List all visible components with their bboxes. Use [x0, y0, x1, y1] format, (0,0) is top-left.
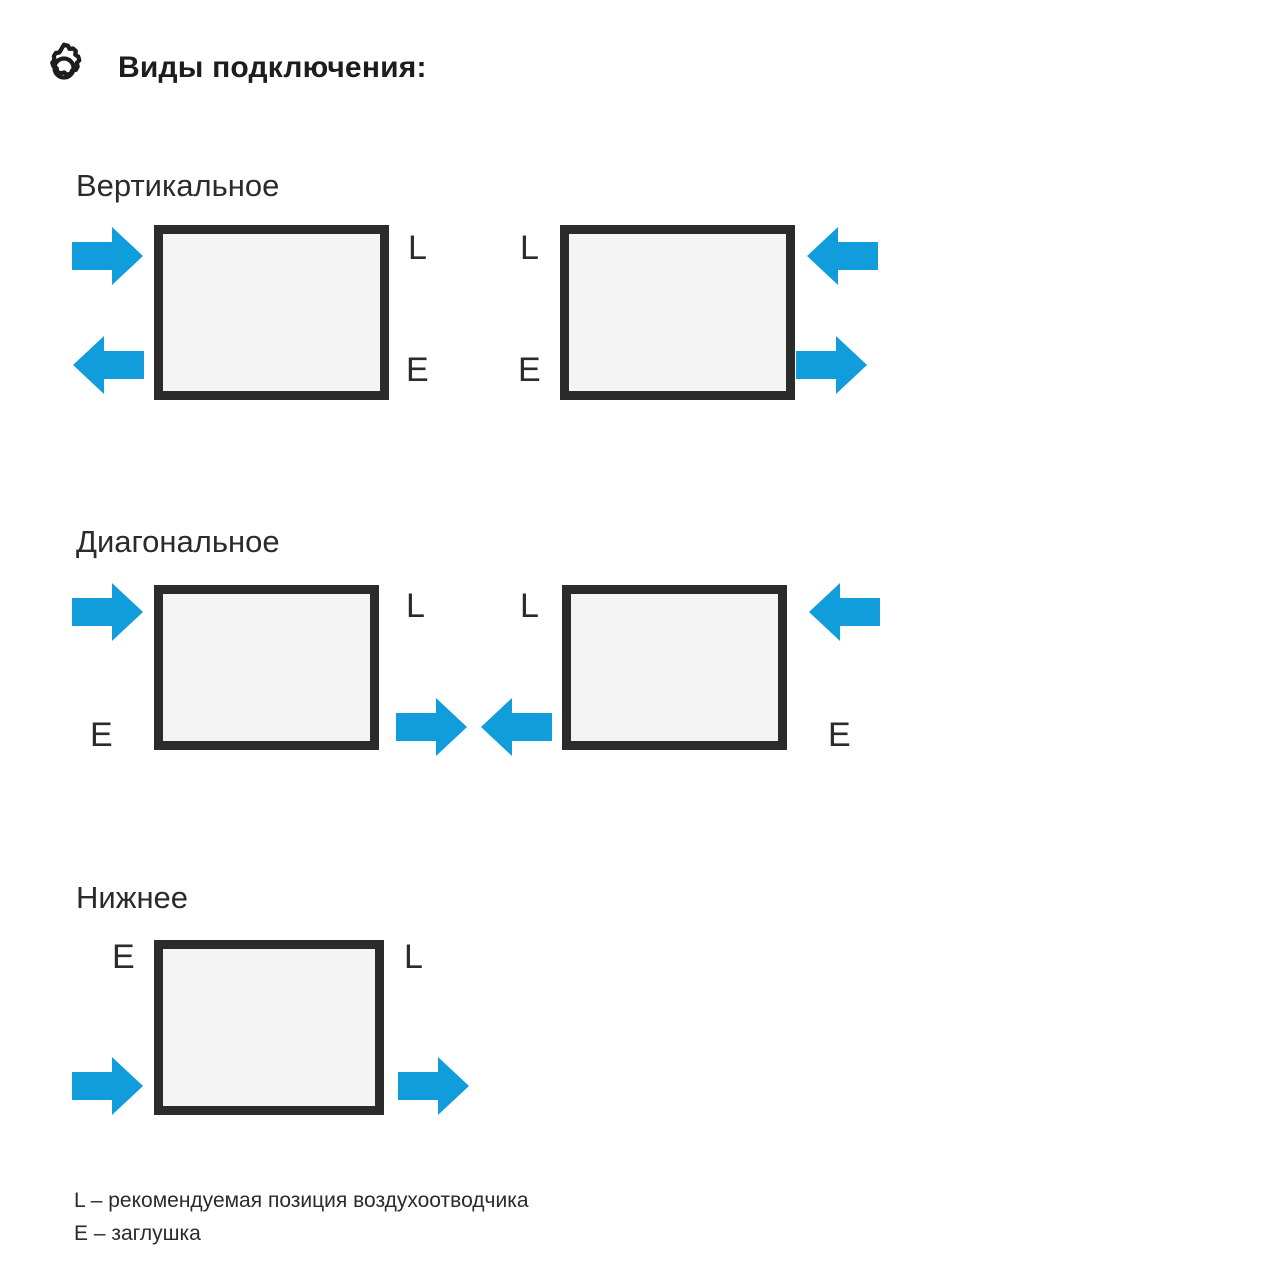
arrow-right-out-bottom-vertical [796, 336, 868, 399]
port-label-diagonal-left-bottom: E [90, 716, 113, 754]
port-label-diagonal-right-bottom: E [828, 716, 851, 754]
port-label-diagonal-left-top: L [406, 587, 425, 625]
arrow-right-in-top-vertical [806, 227, 878, 290]
page-title: Виды подключения: [118, 51, 427, 84]
arrow-left-in-top-vertical [72, 227, 144, 290]
port-label-vertical-right-top: L [520, 229, 539, 267]
arrow-left-out-bottom-vertical [72, 336, 144, 399]
arrow-right-out-bottom-diagonal [396, 698, 468, 761]
group-title-vertical: Вертикальное [76, 168, 280, 203]
arrow-right-in-top-diagonal [808, 583, 880, 646]
port-label-diagonal-right-top: L [520, 587, 539, 625]
port-label-bottom-left: E [112, 938, 135, 976]
arrow-left-in-top-diagonal [72, 583, 144, 646]
legend-line-e: E – заглушка [74, 1221, 201, 1245]
radiator-bottom-single [154, 940, 384, 1115]
gear-icon [36, 40, 92, 96]
group-title-bottom: Нижнее [76, 880, 189, 915]
port-label-vertical-left-top: L [408, 229, 427, 267]
radiator-vertical-right [560, 225, 795, 400]
header [36, 40, 427, 96]
port-label-vertical-right-bottom: E [518, 351, 541, 389]
group-title-diagonal: Диагональное [76, 524, 280, 559]
arrow-right-out-bottom [398, 1057, 470, 1120]
radiator-diagonal-left [154, 585, 379, 750]
legend-line-l: L – рекомендуемая позиция воздухоотводчика [74, 1189, 529, 1212]
arrow-left-in-bottom [72, 1057, 144, 1120]
port-label-vertical-left-bottom: E [406, 351, 429, 389]
radiator-vertical-left [154, 225, 389, 400]
arrow-left-out-bottom-diagonal [480, 698, 552, 761]
legend [74, 1185, 529, 1250]
radiator-diagonal-right [562, 585, 787, 750]
port-label-bottom-right: L [404, 938, 423, 976]
